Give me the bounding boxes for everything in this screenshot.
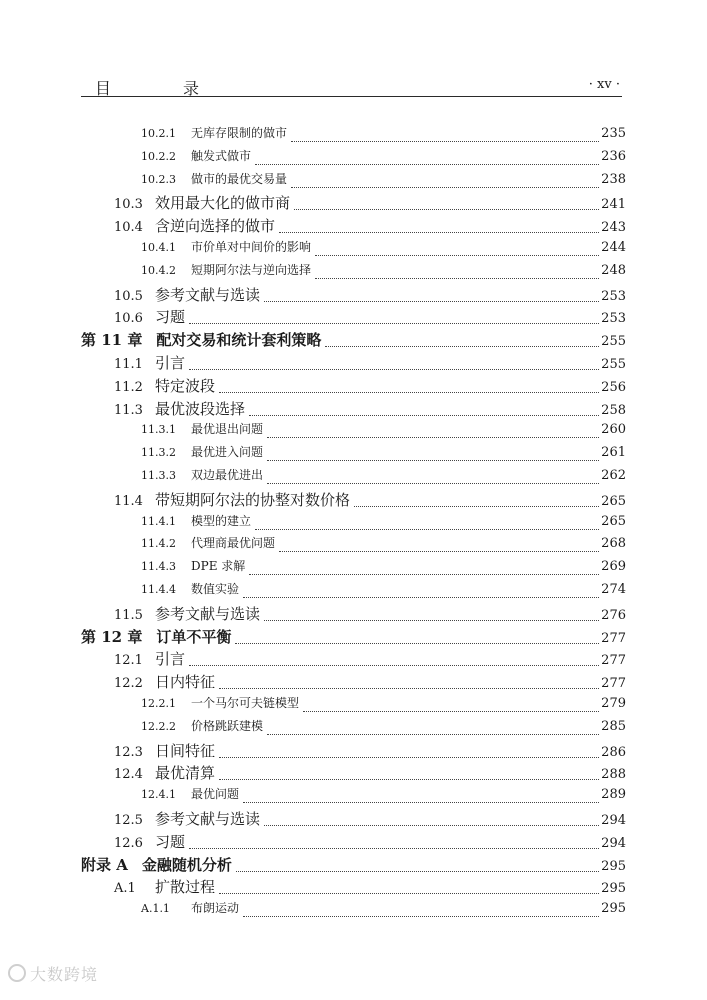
toc-entry-number: 10.2.2 xyxy=(141,149,176,163)
toc-entry[interactable] xyxy=(114,876,626,898)
toc-leader-dots xyxy=(243,596,599,598)
toc-entry[interactable] xyxy=(141,238,626,260)
toc-entry-number: 11.3.3 xyxy=(141,469,176,482)
toc-entry[interactable] xyxy=(81,626,626,648)
toc-leader-dots xyxy=(243,915,599,917)
toc-entry-number: 10.3 xyxy=(114,197,143,213)
toc-entry-title: 订单不平衡 xyxy=(156,627,232,646)
toc-leader-dots xyxy=(219,892,599,894)
toc-leader-dots xyxy=(189,368,599,370)
toc-entry-number: 10.2.3 xyxy=(141,172,176,186)
toc-entry-number: 11.1 xyxy=(114,357,143,372)
toc-entry[interactable] xyxy=(141,557,626,579)
toc-leader-dots xyxy=(325,345,599,347)
toc-entry[interactable] xyxy=(141,443,626,465)
toc-entry-title: 一个马尔可夫链模型 xyxy=(191,696,300,710)
toc-leader-dots xyxy=(189,322,599,324)
toc-entry-page: 286 xyxy=(601,744,626,760)
toc-entry-title: 引言 xyxy=(155,354,186,372)
toc-leader-dots xyxy=(243,801,599,803)
toc-entry[interactable] xyxy=(141,420,626,442)
toc-entry-number: 12.2.1 xyxy=(141,697,176,710)
toc-entry-number: 11.3.2 xyxy=(141,446,176,460)
toc-entry-page: 285 xyxy=(601,718,626,734)
toc-entry-page: 258 xyxy=(601,402,626,418)
toc-entry-page: 238 xyxy=(601,171,626,187)
toc-leader-dots xyxy=(267,459,599,461)
toc-entry-number: 12.4 xyxy=(114,767,143,783)
toc-entry-title: 布朗运动 xyxy=(191,901,240,916)
toc-entry-title: 代理商最优问题 xyxy=(191,536,276,551)
toc-entry-page: 255 xyxy=(601,357,626,372)
toc-entry-page: 244 xyxy=(601,240,626,255)
toc-entry-number: 附录 A xyxy=(81,855,128,874)
toc-entry-number: 12.2.2 xyxy=(141,719,176,733)
toc-entry-title: 最优问题 xyxy=(191,787,240,802)
toc-entry[interactable] xyxy=(114,831,626,853)
toc-entry-page: 265 xyxy=(601,513,626,529)
toc-entry[interactable] xyxy=(114,192,626,214)
toc-entry-page: 274 xyxy=(601,582,626,597)
toc-entry[interactable] xyxy=(114,648,626,670)
toc-entry[interactable] xyxy=(141,466,626,488)
toc-entry-title: 习题 xyxy=(155,308,186,327)
toc-leader-dots xyxy=(189,847,599,849)
toc-entry-number: 10.5 xyxy=(114,288,143,304)
toc-entry-number: 12.3 xyxy=(114,744,143,760)
toc-entry-number: 12.6 xyxy=(114,835,143,851)
toc-entry-number: 10.4 xyxy=(114,220,143,236)
toc-entry[interactable] xyxy=(141,785,626,807)
toc-entry-title: 最优波段选择 xyxy=(155,399,246,418)
toc-entry-page: 294 xyxy=(601,835,626,851)
toc-entry[interactable] xyxy=(114,375,626,397)
toc-entry-page: 268 xyxy=(601,536,626,552)
toc-entry-number: A.1 xyxy=(114,881,136,897)
toc-entry-number: 11.4.2 xyxy=(141,537,176,551)
toc-entry[interactable] xyxy=(114,808,626,830)
toc-entry-title: DPE 求解 xyxy=(191,559,246,574)
watermark-logo-icon xyxy=(8,964,26,982)
toc-leader-dots xyxy=(279,231,599,233)
toc-leader-dots xyxy=(219,778,599,780)
toc-entry[interactable] xyxy=(114,489,626,511)
toc-entry-title: 扩散过程 xyxy=(155,878,216,897)
toc-entry-number: 11.4.3 xyxy=(141,560,176,574)
toc-leader-dots xyxy=(267,436,599,438)
toc-entry-number: 12.4.1 xyxy=(141,788,176,802)
toc-entry[interactable] xyxy=(141,717,626,739)
toc-entry-title: 引言 xyxy=(155,650,186,669)
toc-leader-dots xyxy=(267,482,599,484)
toc-entry-title: 配对交易和统计套利策略 xyxy=(156,331,322,350)
toc-entry[interactable] xyxy=(114,740,626,762)
toc-entry-number: 12.1 xyxy=(114,653,143,669)
toc-entry-number: 第 12 章 xyxy=(81,627,143,646)
toc-leader-dots xyxy=(315,277,599,279)
toc-leader-dots xyxy=(255,528,599,530)
toc-leader-dots xyxy=(219,756,599,758)
toc-entry-number: 12.2 xyxy=(114,676,143,692)
toc-entry-title: 最优退出问题 xyxy=(191,422,264,437)
toc-entry-page: 253 xyxy=(601,288,626,304)
toc-entry[interactable] xyxy=(114,215,626,237)
toc-entry-number: 第 11 章 xyxy=(81,331,143,350)
toc-entry[interactable] xyxy=(141,580,626,602)
watermark xyxy=(8,962,98,985)
toc-entry-number: 10.6 xyxy=(114,311,143,327)
toc-entry[interactable] xyxy=(141,147,626,169)
toc-entry-page: 243 xyxy=(601,220,626,236)
toc-entry-page: 236 xyxy=(601,148,626,164)
toc-entry-title: 日间特征 xyxy=(155,741,216,760)
toc-entry-number: 11.3.1 xyxy=(141,423,176,437)
toc-leader-dots xyxy=(189,664,599,666)
toc-leader-dots xyxy=(255,163,599,165)
toc-entry-title: 带短期阿尔法的协整对数价格 xyxy=(155,490,351,509)
toc-leader-dots xyxy=(219,687,599,689)
toc-entry-title: 参考文献与选读 xyxy=(155,604,261,623)
toc-entry[interactable] xyxy=(114,671,626,693)
toc-leader-dots xyxy=(267,733,599,735)
toc-entry-number: 10.4.2 xyxy=(141,263,176,277)
toc-entry[interactable] xyxy=(81,329,626,351)
toc-leader-dots xyxy=(303,710,599,712)
toc-entry-page: 265 xyxy=(601,493,626,509)
toc-entry-number: 11.3 xyxy=(114,402,143,418)
toc-entry[interactable] xyxy=(141,534,626,556)
toc-entry-number: 10.4.1 xyxy=(141,241,176,254)
toc-entry-title: 特定波段 xyxy=(155,376,216,395)
toc-entry-title: 短期阿尔法与逆向选择 xyxy=(191,262,312,277)
toc-leader-dots xyxy=(219,391,599,393)
toc-entry-title: 最优进入问题 xyxy=(191,445,264,460)
toc-entry[interactable] xyxy=(81,854,626,876)
toc-entry-title: 日内特征 xyxy=(155,673,216,692)
toc-entry-title: 双边最优进出 xyxy=(191,468,264,482)
toc-entry-number: 11.2 xyxy=(114,379,143,395)
toc-entry-page: 277 xyxy=(601,630,626,646)
toc-leader-dots xyxy=(294,208,599,210)
toc-entry-title: 无库存限制的做市 xyxy=(191,126,288,140)
toc-entry-number: 10.2.1 xyxy=(141,127,176,140)
toc-leader-dots xyxy=(291,186,599,188)
toc-entry-page: 269 xyxy=(601,559,626,575)
page-title: 目 录 xyxy=(95,79,228,98)
toc-leader-dots xyxy=(264,824,599,826)
toc-leader-dots xyxy=(235,642,599,644)
toc-entry-page: 241 xyxy=(601,197,626,213)
toc-entry-page: 288 xyxy=(601,767,626,783)
toc-entry-title: 模型的建立 xyxy=(191,513,252,528)
toc-leader-dots xyxy=(264,619,599,621)
toc-entry-page: 261 xyxy=(601,445,626,461)
toc-entry-page: 295 xyxy=(601,901,626,917)
toc-entry-page: 256 xyxy=(601,379,626,395)
toc-entry-title: 含逆向选择的做市 xyxy=(155,217,276,236)
watermark-text: 大数跨境 xyxy=(30,965,99,984)
toc-entry-page: 277 xyxy=(601,653,626,669)
toc-entry-number: 11.4.1 xyxy=(141,514,176,528)
toc-entry-page: 276 xyxy=(601,607,626,623)
toc-entry-page: 279 xyxy=(601,696,626,711)
toc-entry-number: 11.4 xyxy=(114,493,143,509)
toc-entry-title: 价格跳跃建模 xyxy=(191,718,264,733)
toc-leader-dots xyxy=(315,254,599,256)
toc-entry-title: 市价单对中间价的影响 xyxy=(191,240,312,254)
toc-entry[interactable] xyxy=(141,261,626,283)
toc-entry-number: 12.5 xyxy=(114,813,143,828)
toc-entry-title: 参考文献与选读 xyxy=(155,810,261,828)
toc-entry[interactable] xyxy=(114,306,626,328)
toc-entry-page: 295 xyxy=(601,858,626,874)
toc-entry[interactable] xyxy=(114,603,626,625)
toc-leader-dots xyxy=(236,870,599,872)
toc-entry-title: 习题 xyxy=(155,832,186,851)
toc-entry[interactable] xyxy=(114,284,626,306)
toc-entry-title: 最优清算 xyxy=(155,764,216,783)
toc-entry[interactable] xyxy=(141,899,626,921)
toc-entry-page: 253 xyxy=(601,311,626,327)
toc-entry-page: 294 xyxy=(601,813,626,828)
toc-entry-number: A.1.1 xyxy=(141,902,170,916)
toc-leader-dots xyxy=(264,300,599,302)
toc-entry-page: 295 xyxy=(601,881,626,897)
toc-entry-page: 255 xyxy=(601,334,626,350)
toc-leader-dots xyxy=(249,414,599,416)
toc-entry[interactable] xyxy=(141,512,626,534)
page-number: · xv · xyxy=(588,77,620,92)
toc-entry-title: 效用最大化的做市商 xyxy=(155,194,291,213)
toc-entry-title: 做市的最优交易量 xyxy=(191,171,288,186)
toc-entry[interactable] xyxy=(114,352,626,374)
toc-entry-page: 262 xyxy=(601,468,626,483)
toc-entry[interactable] xyxy=(141,694,626,716)
toc-leader-dots xyxy=(279,550,599,552)
toc-entry[interactable] xyxy=(114,762,626,784)
toc-entry-number: 11.4.4 xyxy=(141,583,176,596)
toc-leader-dots xyxy=(249,573,599,575)
toc-entry-page: 260 xyxy=(601,422,626,438)
toc-entry-title: 触发式做市 xyxy=(191,148,252,163)
toc-entry-page: 248 xyxy=(601,262,626,278)
toc-entry-title: 金融随机分析 xyxy=(141,855,232,874)
toc-entry-title: 参考文献与选读 xyxy=(155,285,261,304)
toc-leader-dots xyxy=(354,505,599,507)
toc-entry[interactable] xyxy=(141,170,626,192)
page-header xyxy=(81,74,622,97)
toc-entry-page: 277 xyxy=(601,676,626,692)
toc-entry-page: 235 xyxy=(601,126,626,141)
toc-entry-page: 289 xyxy=(601,787,626,803)
toc-entry[interactable] xyxy=(141,124,626,146)
toc-leader-dots xyxy=(291,140,599,142)
toc-entry[interactable] xyxy=(114,398,626,420)
toc-entry-title: 数值实验 xyxy=(191,582,240,596)
toc-entry-number: 11.5 xyxy=(114,607,143,623)
